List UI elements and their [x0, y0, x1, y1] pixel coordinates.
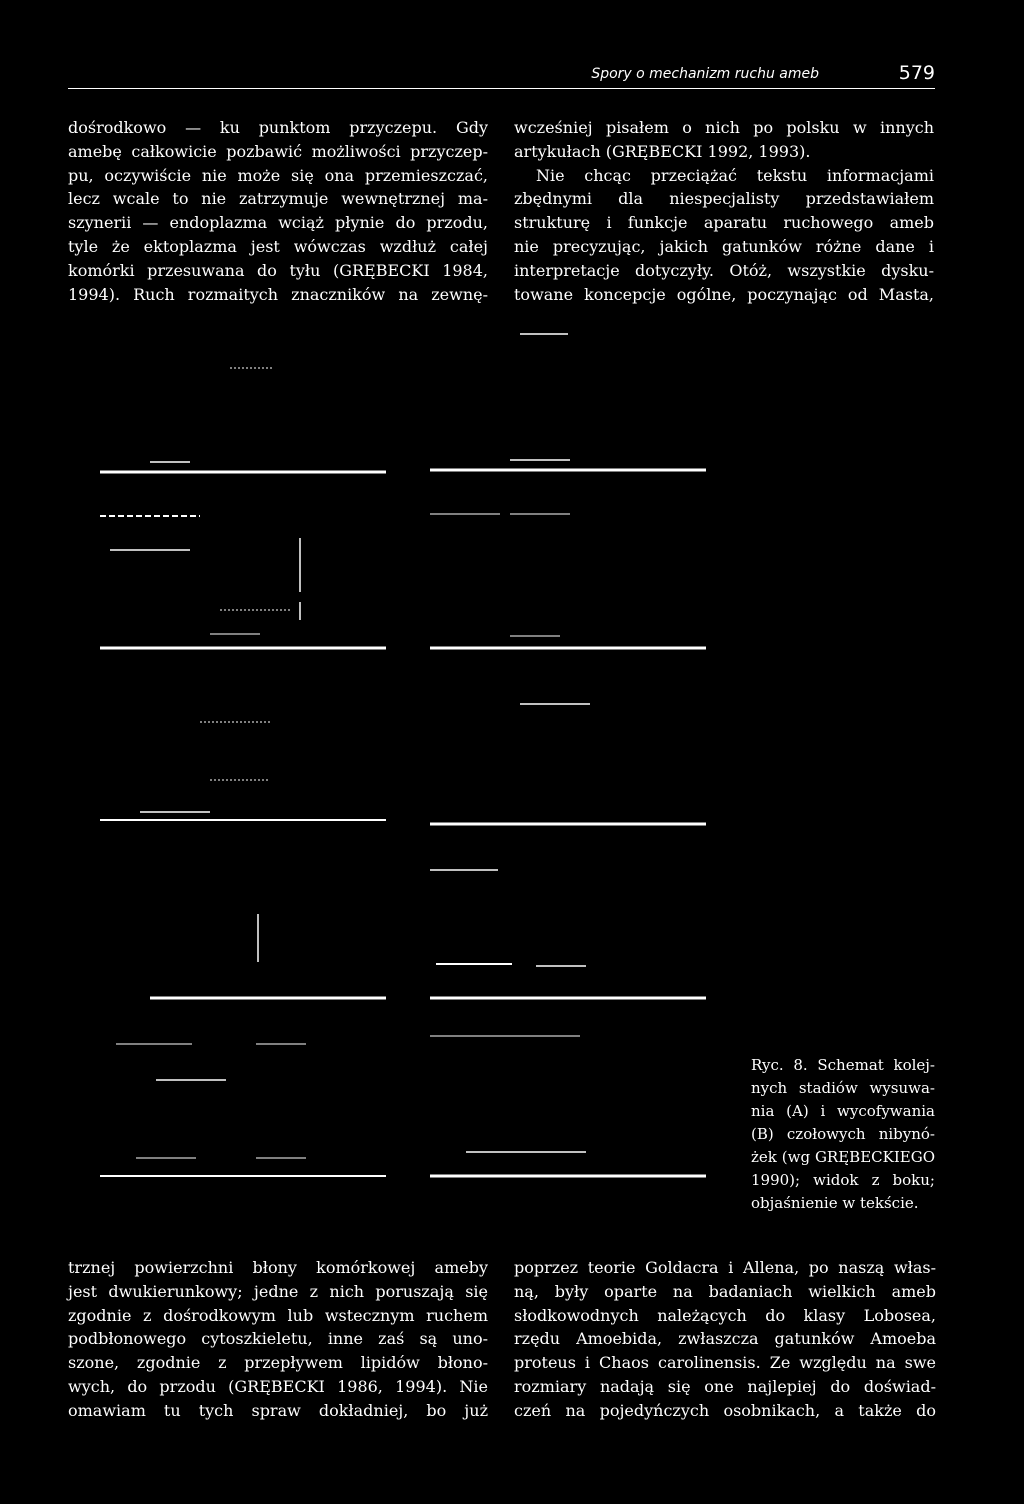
text-line: ną, były oparte na badaniach wielkich ameb	[514, 1281, 936, 1301]
text-line: poprzez teorie Goldacra i Allena, po naszą włas-	[514, 1258, 936, 1277]
caption-line: żek (wg GRĘBECKIEGO	[751, 1148, 935, 1166]
page-header	[68, 58, 935, 89]
figure-drawing	[100, 320, 720, 1200]
text-line: dośrodkowo — ku punktom przyczepu. Gdy	[68, 118, 488, 137]
text-line: omawiam tu tych spraw dokładniej, bo już	[68, 1400, 488, 1420]
text-line: jest dwukierunkowy; jedne z nich poruszają się	[68, 1281, 488, 1301]
text-line: podbłonowego cytoszkieletu, inne zaś są uno-	[68, 1329, 488, 1349]
text-line: lecz wcale to nie zatrzymuje wewnętrznej ma-	[68, 189, 488, 209]
text-line: komórki przesuwana do tyłu (GRĘBECKI 1984,	[68, 260, 488, 280]
caption-line: nia (A) i wycofywania	[751, 1102, 935, 1120]
caption-line: nych stadiów wysuwa-	[751, 1079, 935, 1097]
caption-line: 1990); widok z boku;	[751, 1171, 935, 1189]
text-line: towane koncepcje ogólne, poczynając od Masta,	[514, 284, 934, 304]
left-column-bottom-text	[68, 1256, 488, 1423]
text-line: trznej powierzchni błony komórkowej ameby	[68, 1258, 488, 1277]
text-line: zgodnie z dośrodkowym lub wstecznym ruchem	[68, 1305, 488, 1325]
text-line: strukturę i funkcje aparatu ruchowego ameb	[514, 213, 934, 233]
text-line: słodkowodnych należących do klasy Lobosea,	[514, 1305, 936, 1325]
caption-line: objaśnienie w tekście.	[751, 1194, 919, 1212]
right-column-bottom-text	[514, 1256, 936, 1423]
text-line: wych, do przodu (GRĘBECKI 1986, 1994). Nie	[68, 1376, 488, 1396]
text-line: szynerii — endoplazma wciąż płynie do przodu,	[68, 213, 488, 233]
text-line: rozmiary nadają się one najlepiej do doświad-	[514, 1376, 936, 1396]
page-number: 579	[898, 62, 935, 84]
right-column-top-text	[514, 116, 934, 306]
text-line: artykułach (GRĘBECKI 1992, 1993).	[514, 141, 811, 161]
text-line: Nie chcąc przeciążać tekstu informacjami	[536, 165, 934, 185]
text-line: pu, oczywiście nie może się ona przemieszczać,	[68, 165, 488, 185]
text-line: amebę całkowicie pozbawić możliwości przyczep-	[68, 141, 488, 161]
running-title: Spory o mechanizm ruchu ameb	[591, 66, 819, 82]
caption-line: (B) czołowych nibynó-	[751, 1125, 935, 1143]
text-line: nie precyzując, jakich gatunków różne dane i	[514, 236, 934, 256]
text-line: tyle że ektoplazma jest wówczas wzdłuż całej	[68, 236, 488, 256]
text-line: szone, zgodnie z przepływem lipidów błono-	[68, 1353, 488, 1373]
figure-pseudopodia-schematic	[100, 320, 720, 1200]
text-line: proteus i Chaos carolinensis. Ze względu na swe	[514, 1353, 936, 1373]
text-line: rzędu Amoebida, zwłaszcza gatunków Amoeba	[514, 1329, 936, 1349]
text-line: czeń na pojedyńczych osobnikach, a także do	[514, 1400, 936, 1420]
caption-line: Ryc. 8. Schemat kolej-	[751, 1056, 935, 1074]
figure-caption	[751, 1054, 935, 1215]
text-line: zbędnymi dla niespecjalisty przedstawiałem	[514, 189, 934, 209]
text-line: wcześniej pisałem o nich po polsku w innych	[514, 118, 934, 137]
left-column-top-text	[68, 116, 488, 306]
text-line: interpretacje dotyczyły. Otóż, wszystkie dysku-	[514, 260, 934, 280]
text-line: 1994). Ruch rozmaitych znaczników na zewnę-	[68, 284, 488, 304]
